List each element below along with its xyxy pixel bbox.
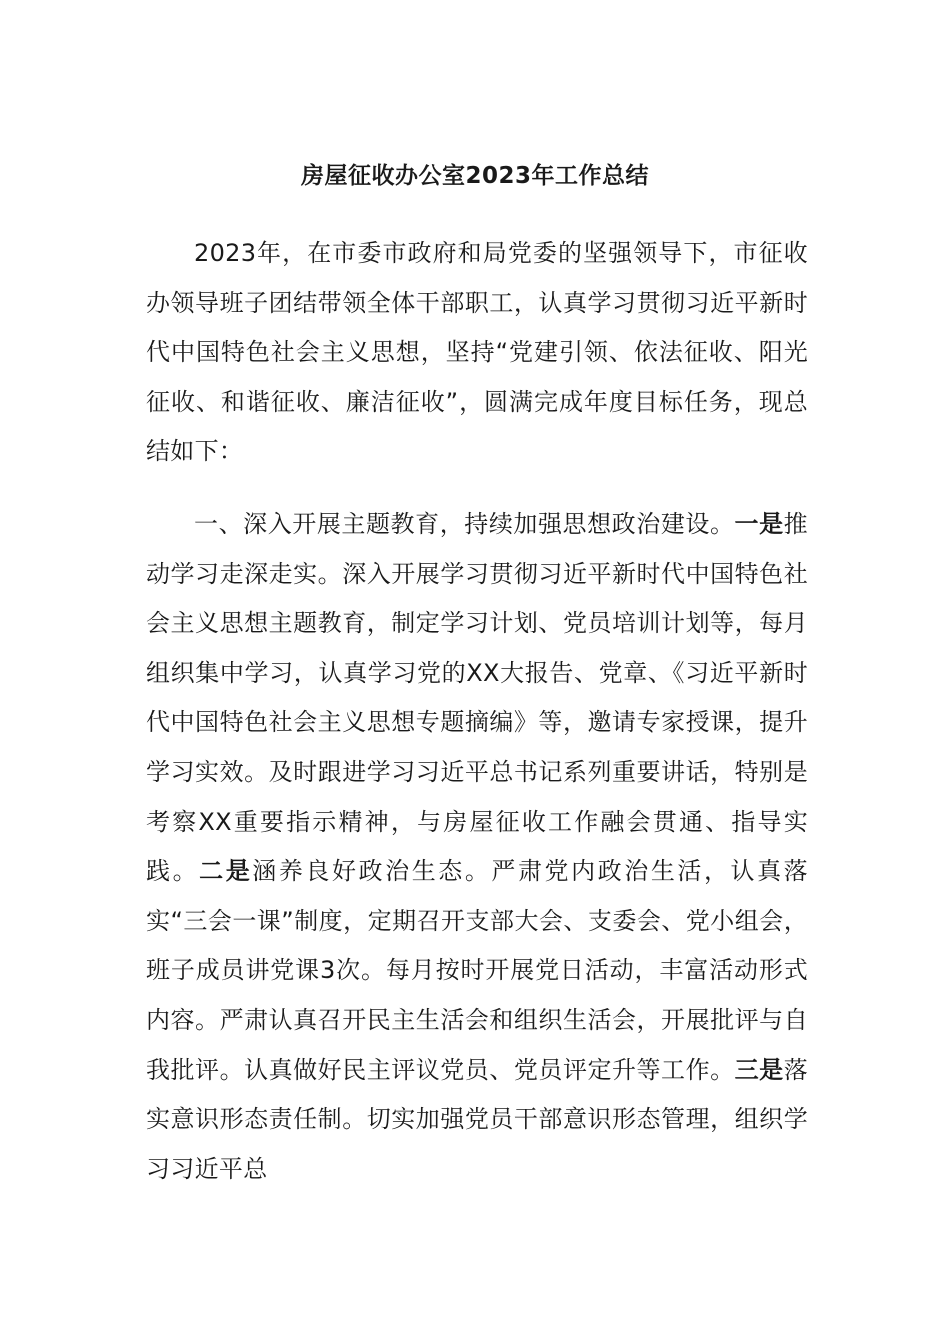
point-3-label: 三是 [734, 1055, 784, 1084]
intro-paragraph: 2023年，在市委市政府和局党委的坚强领导下，市征收办领导班子团结带领全体干部职工，认真学习贯彻习近平新时代中国特色社会主义思想，坚持“党建引领、依法征收、阳光征收、和谐征收、廉洁征收”，圆满完成年度目标任务，现总结如下： [146, 239, 808, 466]
point-3-text: 落实意识形态责任制。切实加强党员干部意识形态管理，组织学习习近平总 [146, 1055, 808, 1183]
section-1-paragraph [146, 500, 808, 1194]
section-1-heading: 一、深入开展主题教育，持续加强思想政治建设。 [194, 510, 735, 538]
point-1-label: 一是 [734, 510, 784, 538]
document-title: 房屋征收办公室2023年工作总结 [300, 163, 649, 189]
point-2-label: 二是 [199, 857, 253, 886]
point-1-text: 推动学习走深走实。深入开展学习贯彻习近平新时代中国特色社会主义思想主题教育，制定学习计划、党员培训计划等，每月组织集中学习，认真学习党的XX大报告、党章、《习近平新时代中国特色社会主义思想专题摘编》等，邀请专家授课，提升学习实效。及时跟进学习习近平总书记系列重要讲话，特别是考察XX重要指示精神，与房屋征收工作融会贯通、指导实践。 [146, 510, 808, 886]
point-2-text: 涵养良好政治生态。严肃党内政治生活，认真落实“三会一课”制度，定期召开支部大会、支委会、党小组会，班子成员讲党课3次。每月按时开展党日活动，丰富活动形式内容。严肃认真召开民主生活会和组织生活会，开展批评与自我批评。认真做好民主评议党员、党员评定升等工作。 [146, 857, 808, 1084]
